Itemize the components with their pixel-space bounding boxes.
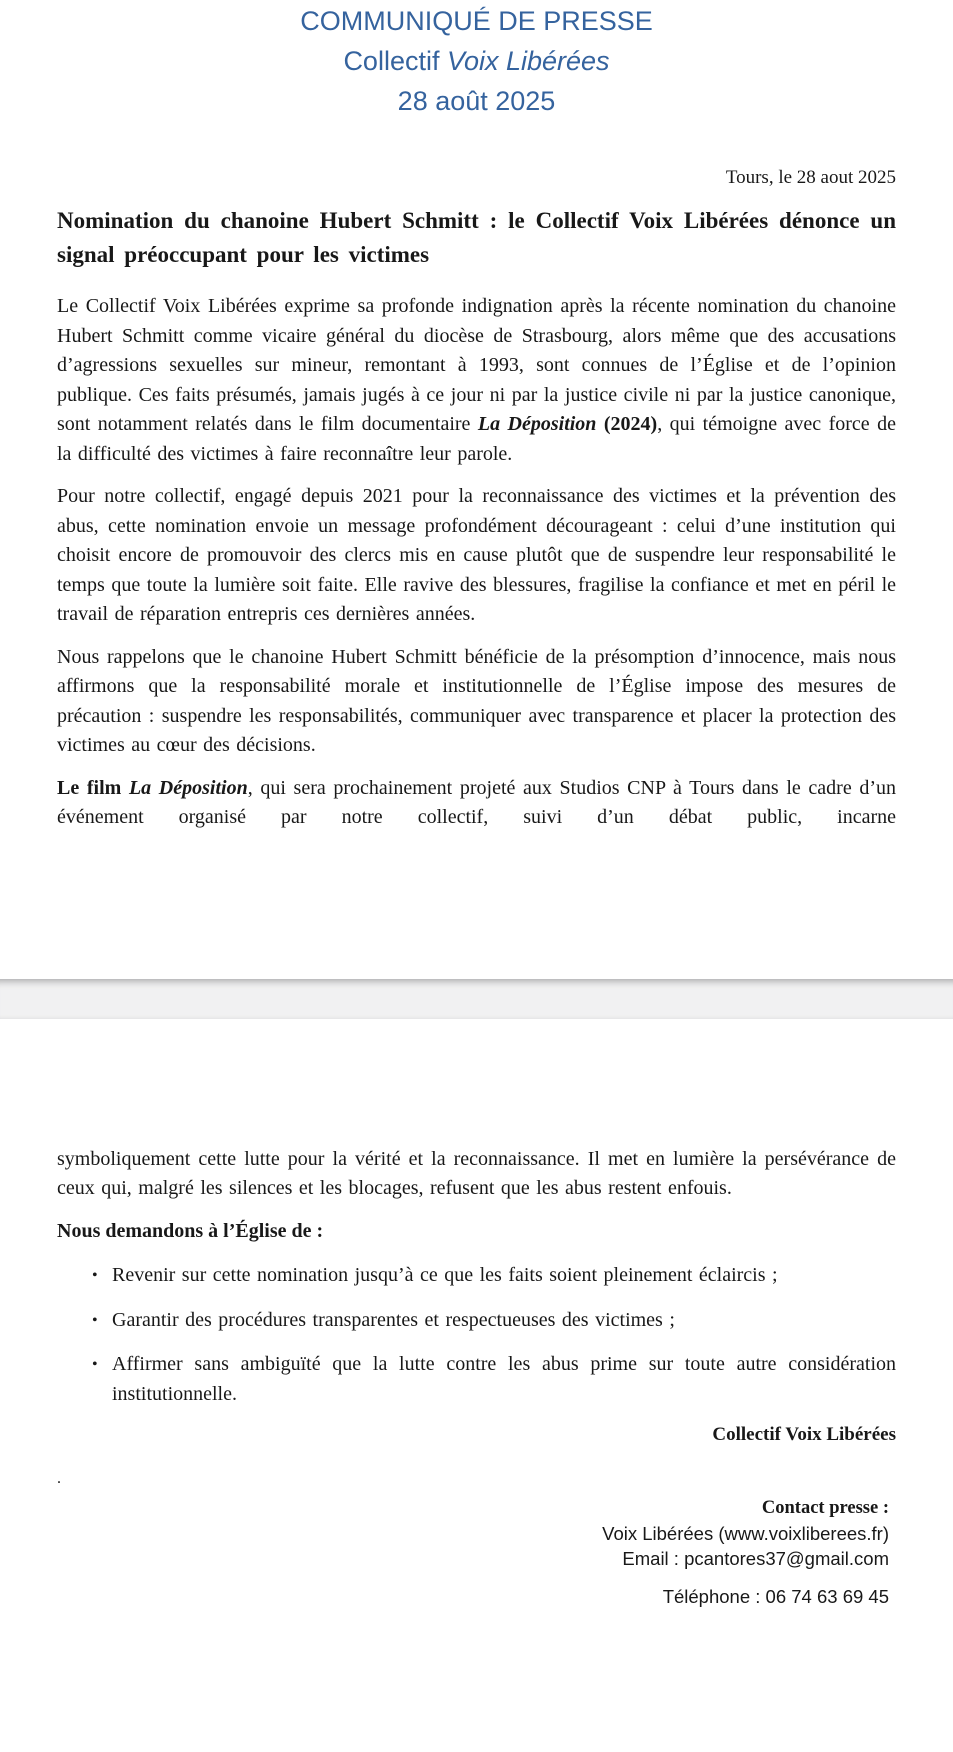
- stray-period: .: [57, 1470, 61, 1487]
- doc-header: [0, 0, 953, 121]
- contact-email: Email : pcantores37@gmail.com: [622, 1548, 889, 1569]
- list-item: [92, 1261, 896, 1291]
- doc-header-subtitle: Collectif Voix Libérées: [343, 46, 610, 76]
- page-break-separator: [0, 979, 953, 1019]
- contact-org: Voix Libérées (www.voixliberees.fr): [602, 1523, 889, 1544]
- bullet-icon: •: [92, 1267, 98, 1284]
- paragraph-4: Le film La Déposition, qui sera prochainement projeté aux Studios CNP à Tours dans le cadre d’un événement organisé par notre collectif, suivi d’un débat public, incarne: [57, 776, 896, 828]
- paragraph-3: Nous rappelons que le chanoine Hubert Schmitt bénéficie de la présomption d’innocence, mais nous affirmons que la responsabilité morale et institutionnelle de l’Église impose des mesures de précaution : suspendre les responsabilités, communiquer avec transparence et placer la protection des victimes au cœur des décisions.: [57, 645, 896, 756]
- list-item: [92, 1350, 896, 1409]
- paragraph-1: Le Collectif Voix Libérées exprime sa profonde indignation après la récente nomination du chanoine Hubert Schmitt comme vicaire général du diocèse de Strasbourg, alors même que des accusations d’agressions sexuelles sur mineur, remontant à 1993, sont connues de l’Église et de l’opinion publique. Ces faits présumés, jamais jugés à ce jour ni par la justice civile ni par la justice canonique, sont notamment relatés dans le film documentaire La Déposition (2024), qui témoigne avec force de la difficulté des victimes à faire reconnaître leur parole.: [57, 295, 896, 465]
- demands-heading: Nous demandons à l’Église de :: [57, 1219, 324, 1242]
- paragraph-4-continued: symboliquement cette lutte pour la vérité et la reconnaissance. Il met en lumière la persévérance de ceux qui, malgré les silences et les blocages, refusent que les abus restent enfouis.: [57, 1147, 896, 1199]
- bullet-text: Revenir sur cette nomination jusqu’à ce que les faits soient pleinement éclaircis ;: [112, 1264, 778, 1286]
- doc-header-title: COMMUNIQUÉ DE PRESSE: [300, 6, 653, 36]
- body-copy: [57, 292, 896, 833]
- list-item: [92, 1306, 896, 1336]
- demands-list: [57, 1261, 896, 1409]
- headline: Nomination du chanoine Hubert Schmitt : le Collectif Voix Libérées dénonce un signal préoccupant pour les victimes: [57, 208, 896, 267]
- contact-block: [57, 1496, 889, 1609]
- bullet-icon: •: [92, 1356, 98, 1373]
- signature: Collectif Voix Libérées: [712, 1424, 896, 1445]
- doc-header-date: 28 août 2025: [397, 86, 556, 116]
- bullet-text: Garantir des procédures transparentes et respectueuses des victimes ;: [112, 1308, 675, 1331]
- body-copy-page-2: [57, 1145, 896, 1204]
- bullet-icon: •: [92, 1311, 98, 1329]
- paragraph-2: Pour notre collectif, engagé depuis 2021 pour la reconnaissance des victimes et la prévention des abus, cette nomination envoie un message profondément décourageant : celui d’une institution qui choisit encore de promouvoir des clercs mis en cause plutôt que de suspendre leur responsabilité le temps que toute la lumière soit faite. Elle ravive des blessures, fragilise la confiance et met en péril le travail de réparation entrepris ces dernières années.: [57, 485, 896, 625]
- contact-heading: Contact presse :: [761, 1498, 889, 1518]
- contact-phone: Téléphone : 06 74 63 69 45: [662, 1586, 889, 1607]
- bullet-text: Affirmer sans ambiguïté que la lutte contre les abus prime sur toute autre considération institutionnelle.: [112, 1353, 896, 1405]
- dateline: Tours, le 28 aout 2025: [725, 167, 896, 188]
